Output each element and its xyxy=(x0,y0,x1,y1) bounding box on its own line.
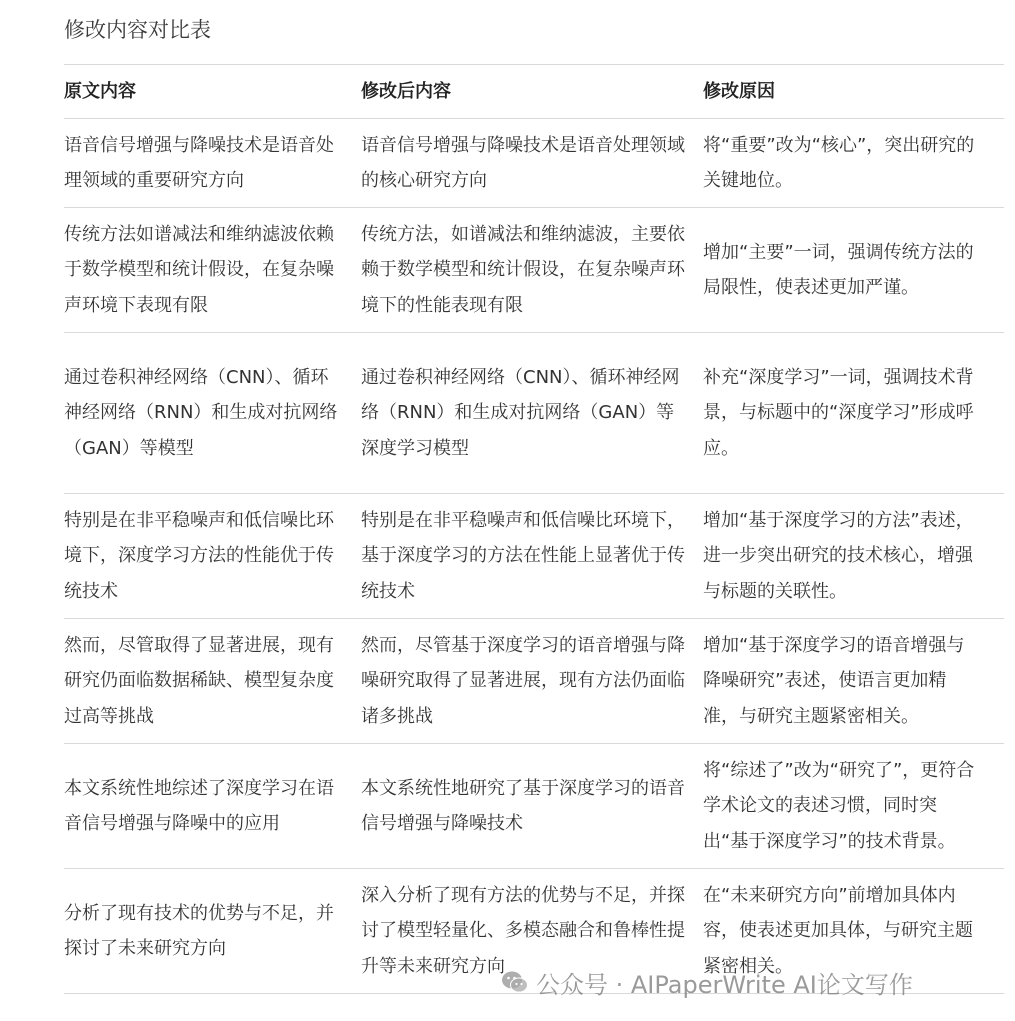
cell-revised: 语音信号增强与降噪技术是语音处理领域的核心研究方向 xyxy=(361,134,685,191)
header-reason: 修改原因 xyxy=(703,80,775,102)
table-header-row xyxy=(64,65,1004,119)
table-row xyxy=(64,744,1004,869)
table-row xyxy=(64,119,1004,208)
cell-original: 语音信号增强与降噪技术是语音处理领域的重要研究方向 xyxy=(64,134,334,191)
table-row xyxy=(64,494,1004,619)
page-title: 修改内容对比表 xyxy=(64,18,211,42)
wechat-icon xyxy=(500,967,530,997)
cell-reason: 补充“深度学习”一词，强调技术背景，与标题中的“深度学习”形成呼应。 xyxy=(703,366,974,459)
cell-original: 通过卷积神经网络（CNN）、循环神经网络（RNN）和生成对抗网络（GAN）等模型 xyxy=(64,366,338,459)
cell-revised: 本文系统性地研究了基于深度学习的语音信号增强与降噪技术 xyxy=(361,777,685,834)
cell-revised: 特别是在非平稳噪声和低信噪比环境下，基于深度学习的方法在性能上显著优于传统技术 xyxy=(361,509,685,602)
cell-reason: 增加“基于深度学习的方法”表述，进一步突出研究的技术核心，增强与标题的关联性。 xyxy=(703,509,974,602)
cell-revised: 传统方法，如谱减法和维纳滤波，主要依赖于数学模型和统计假设，在复杂噪声环境下的性能表现有限 xyxy=(361,223,685,316)
cell-reason: 在“未来研究方向”前增加具体内容，使表述更加具体，与研究主题紧密相关。 xyxy=(703,884,973,977)
comparison-table xyxy=(64,64,1004,994)
table-row xyxy=(64,333,1004,494)
header-original: 原文内容 xyxy=(64,80,136,102)
table-row xyxy=(64,619,1004,744)
cell-original: 传统方法如谱减法和维纳滤波依赖于数学模型和统计假设，在复杂噪声环境下表现有限 xyxy=(64,223,334,316)
watermark-text: 公众号 · AIPaperWrite AI论文写作 xyxy=(536,970,913,999)
cell-reason: 增加“主要”一词，强调传统方法的局限性，使表述更加严谨。 xyxy=(703,241,974,298)
cell-reason: 将“重要”改为“核心”，突出研究的关键地位。 xyxy=(703,134,975,191)
cell-revised: 然而，尽管基于深度学习的语音增强与降噪研究取得了显著进展，现有方法仍面临诸多挑战 xyxy=(361,634,685,727)
cell-reason: 增加“基于深度学习的语音增强与降噪研究”表述，使语言更加精准，与研究主题紧密相关。 xyxy=(703,634,965,727)
cell-revised: 通过卷积神经网络（CNN）、循环神经网络（RNN）和生成对抗网络（GAN）等深度学习模型 xyxy=(361,366,680,459)
table-row xyxy=(64,208,1004,333)
cell-original: 然而，尽管取得了显著进展，现有研究仍面临数据稀缺、模型复杂度过高等挑战 xyxy=(64,634,334,727)
watermark xyxy=(500,962,913,1002)
cell-reason: 将“综述了”改为“研究了”，更符合学术论文的表述习惯，同时突出“基于深度学习”的技术背景。 xyxy=(703,759,975,852)
cell-original: 特别是在非平稳噪声和低信噪比环境下，深度学习方法的性能优于传统技术 xyxy=(64,509,334,602)
cell-original: 本文系统性地综述了深度学习在语音信号增强与降噪中的应用 xyxy=(64,777,334,834)
header-revised: 修改后内容 xyxy=(361,80,451,102)
cell-original: 分析了现有技术的优势与不足，并探讨了未来研究方向 xyxy=(64,902,334,959)
cell-revised: 深入分析了现有方法的优势与不足，并探讨了模型轻量化、多模态融合和鲁棒性提升等未来研究方向 xyxy=(361,884,685,977)
